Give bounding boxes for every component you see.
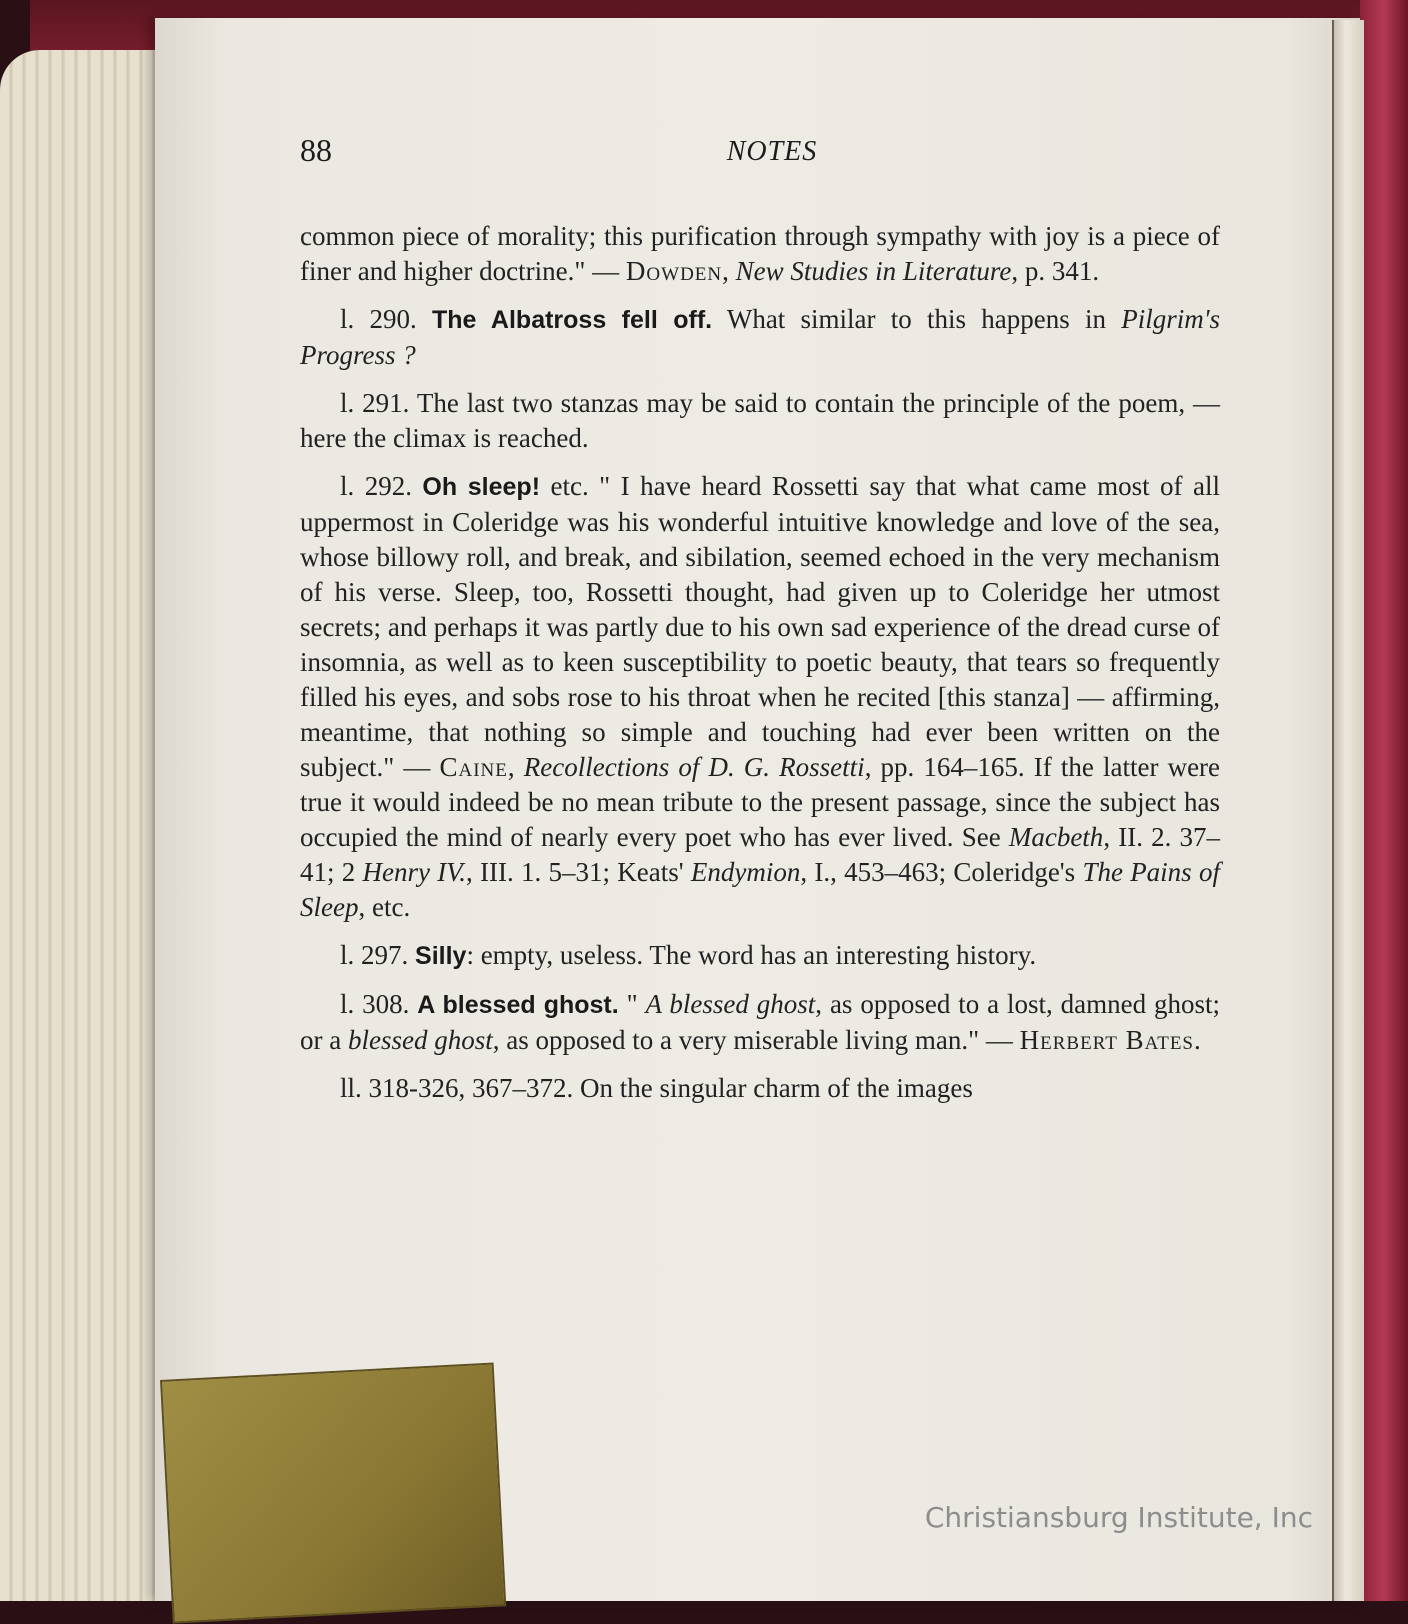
note-text: ll. 318-326, 367–372. On the singular charm of the images <box>340 1073 973 1103</box>
italic-title: Pilgrim's Progress ? <box>300 304 1220 370</box>
note-text: l. 292. <box>340 471 423 501</box>
italic-title: Macbeth <box>1008 822 1104 852</box>
note-text: , <box>507 752 524 782</box>
running-head: NOTES <box>726 136 818 167</box>
note-text: , p. 341. <box>1011 256 1100 286</box>
italic-title: The Pains of Sleep <box>300 857 1220 922</box>
italic-title: New Studies in Literature <box>735 256 1012 286</box>
note-text: l. 308. <box>340 989 418 1019</box>
note-text: . <box>1194 1025 1201 1055</box>
author-name: Dowden <box>625 256 723 286</box>
note-paragraph <box>300 386 1220 456</box>
note-paragraph <box>300 302 1220 373</box>
notes-body <box>300 219 1220 1119</box>
page-number: 88 <box>300 132 332 168</box>
italic-title: A blessed ghost <box>645 989 816 1019</box>
note-text: , III. 1. 5–31; Keats' <box>466 857 691 887</box>
note-paragraph <box>300 469 1220 925</box>
note-text: etc. " I have heard Rossetti say that what came most of all uppermost in Coleridge was his wonderful intuitive knowledge and love of the sea, whose billowy roll, and break, and sibilation, seemed echoed in the very mechanism of his verse. Sleep, too, Rossetti thought, had given up to Coleridge her utmost secrets; and perhaps it was partly due to his own sad experience of the dread curse of insomnia, as well as to keen susceptibility to poetic beauty, that tears so frequently filled his eyes, and sobs rose to his throat when he recited [this stanza] — affirming, meantime, that nothing so simple and touching had ever been written on the subject." — <box>300 471 1220 782</box>
page-header <box>300 132 1224 172</box>
italic-title: Recollections of D. G. Rossetti <box>523 752 865 782</box>
note-text: , II. 2. 37–41; 2 <box>300 822 1221 887</box>
italic-title: blessed ghost <box>347 1025 493 1055</box>
author-name: Herbert Bates <box>1019 1025 1195 1055</box>
page-gutter <box>1332 20 1364 1601</box>
book-cover-right <box>1360 0 1408 1601</box>
watermark: Christiansburg Institute, Inc <box>924 1501 1313 1534</box>
note-keyword: The Albatross fell off. <box>431 306 713 334</box>
note-text: l. 290. <box>340 304 432 334</box>
note-text: , as opposed to a lost, damned ghost; or a <box>300 989 1220 1055</box>
note-paragraph <box>300 987 1220 1058</box>
note-text: common piece of morality; this purification through sympathy with joy is a piece of finer and higher doctrine." — <box>300 221 1220 286</box>
note-text: l. 291. The last two stanzas may be said to contain the principle of the poem, — here the climax is reached. <box>300 388 1220 453</box>
note-text: , <box>722 256 736 286</box>
note-keyword: Silly <box>415 942 467 970</box>
page-edges <box>0 50 180 1601</box>
note-keyword: A blessed ghost. <box>417 991 619 1019</box>
note-text: , etc. <box>358 892 411 922</box>
note-text: , I., 453–463; Coleridge's <box>800 857 1083 887</box>
note-text: " <box>618 989 646 1019</box>
note-paragraph <box>300 219 1220 289</box>
note-text: : empty, useless. The word has an interesting history. <box>466 940 1037 970</box>
note-paragraph <box>300 938 1220 974</box>
note-text: l. 297. <box>340 940 416 970</box>
brass-bookmark <box>160 1363 506 1624</box>
italic-title: Endymion <box>690 857 801 887</box>
italic-title: Henry IV. <box>362 857 466 887</box>
note-text: , pp. 164–165. If the latter were true it would indeed be no mean tribute to the present passage, since the subject has occupied the mind of nearly every poet who has ever lived. See <box>300 752 1221 852</box>
note-keyword: Oh sleep! <box>422 473 541 501</box>
author-name: Caine <box>439 752 508 782</box>
note-text: What similar to this happens in <box>712 304 1122 334</box>
note-paragraph <box>300 1071 1220 1106</box>
note-text: , as opposed to a very miserable living man." — <box>492 1025 1020 1055</box>
